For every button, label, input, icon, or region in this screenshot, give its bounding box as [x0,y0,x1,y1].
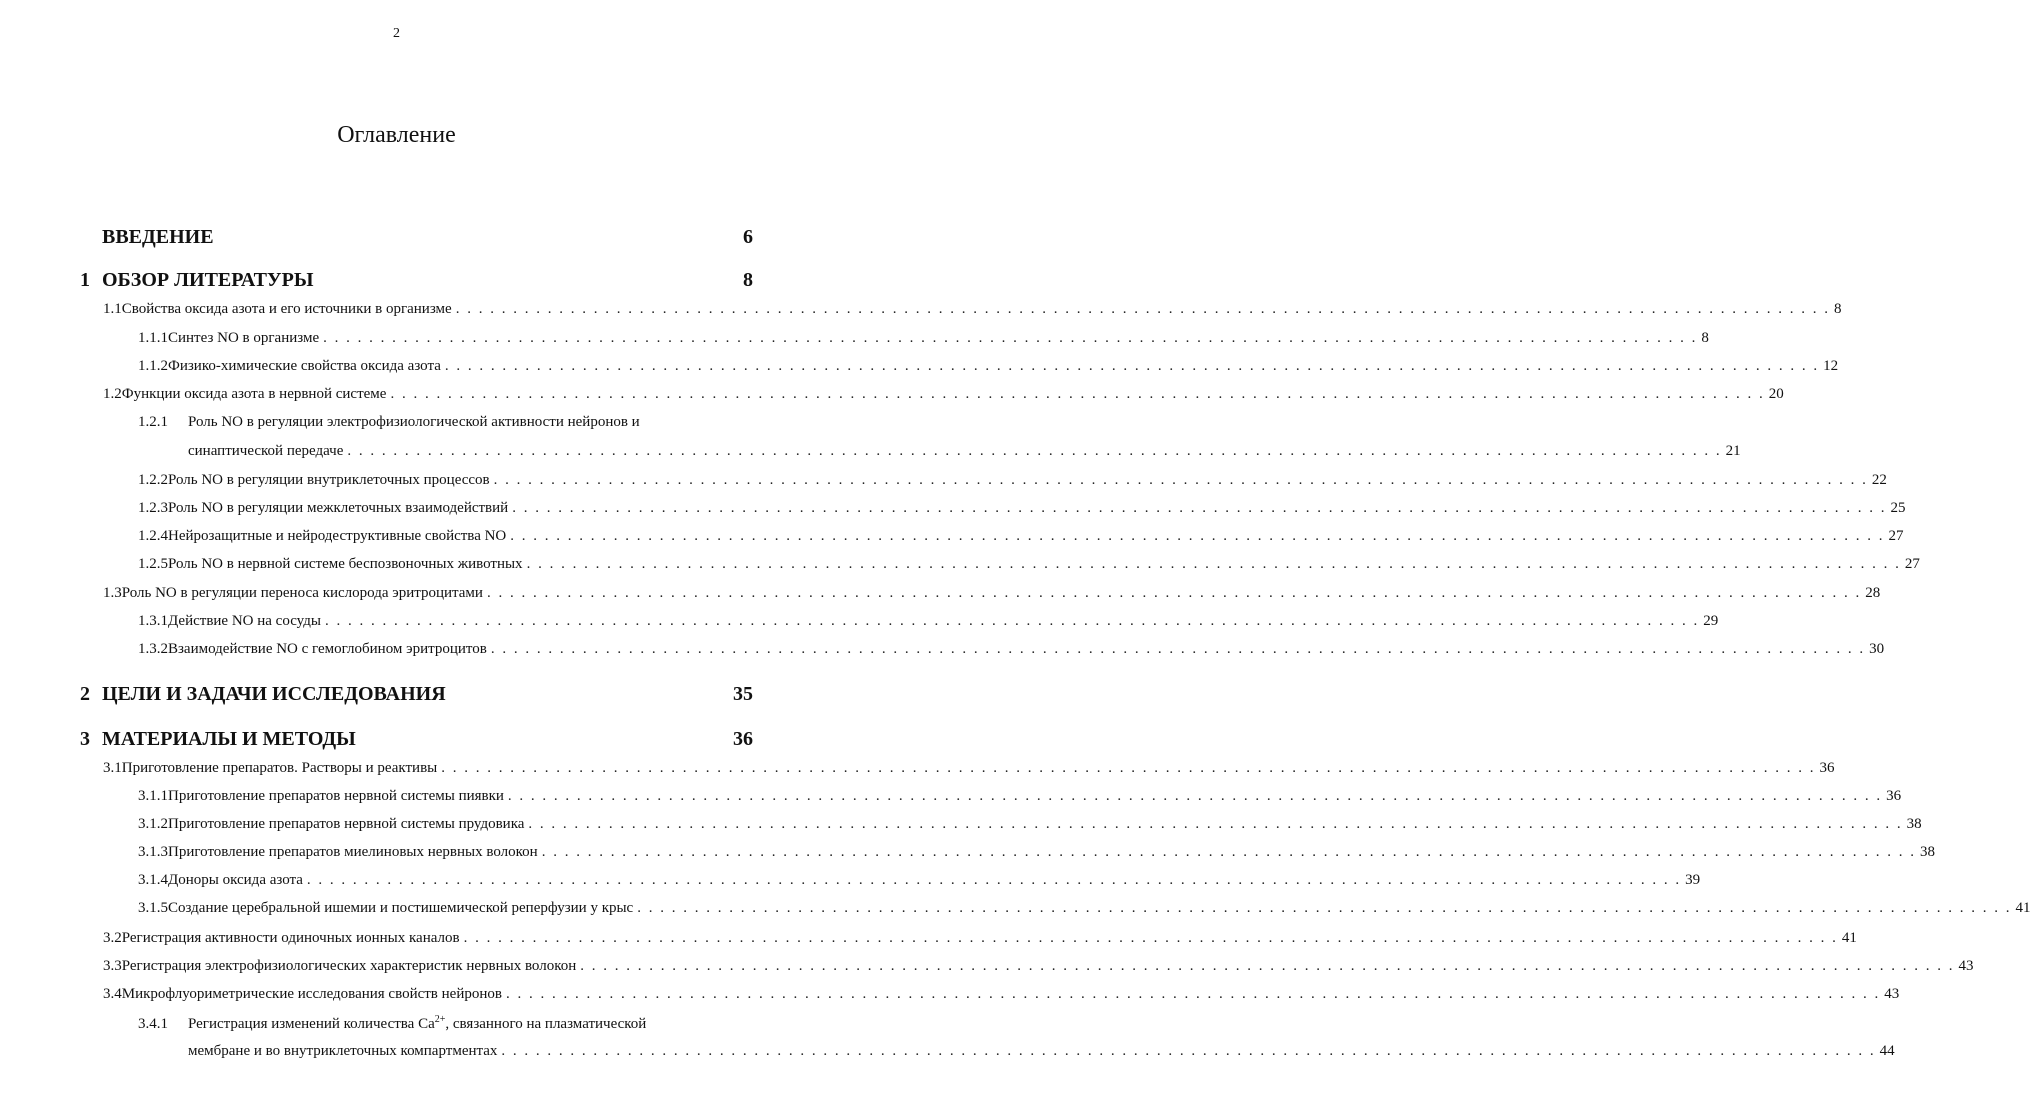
toc-entry-number: 3.1 [103,760,122,776]
toc-entry-subsection[interactable] [138,788,1902,805]
toc-entry-title-continued: синаптической передаче [188,443,344,459]
toc-entry-title: Регистрация электрофизиологических характеристик нервных волокон [121,958,577,974]
toc-entry-page: 39 [1685,872,1701,888]
toc-entry-section[interactable] [103,958,1974,975]
toc-entry-number: 1.1.1 [138,330,168,346]
leader-dots: . . . . . . . . . . . . . . . . . . . . . . . . . . . . . . . . . . . . . . . . . . . . . . . . . . . . . . . . . . . . . . . . . . . . . . . . . . . . . . . . . . . . . . . . . . . . . . . . . . . . . . . . . . . . . . . . . . . . . . . . [526,556,1901,572]
toc-entry-title: Функции оксида азота в нервной системе [121,386,387,402]
toc-entry-title: Физико-химические свойства оксида азота [168,358,441,374]
toc-entry-title-part: Регистрация изменений количества Ca [188,1016,435,1032]
leader-dots: . . . . . . . . . . . . . . . . . . . . . . . . . . . . . . . . . . . . . . . . . . . . . . . . . . . . . . . . . . . . . . . . . . . . . . . . . . . . . . . . . . . . . . . . . . . . . . . . . . . . . . . . . . . . . . . . . . . . . . . . [390,386,1765,402]
toc-entry-title: Роль NO в нервной системе беспозвоночных животных [168,556,523,572]
toc-entry-title: Доноры оксида азота [168,872,303,888]
toc-entry-section[interactable] [103,760,1835,777]
toc-entry-subsection[interactable] [138,414,753,431]
superscript-charge: 2+ [434,1014,446,1025]
leader-dots: . . . . . . . . . . . . . . . . . . . . . . . . . . . . . . . . . . . . . . . . . . . . . . . . . . . . . . . . . . . . . . . . . . . . . . . . . . . . . . . . . . . . . . . . . . . . . . . . . . . . . . . . . . . . . . . . . . . . . . . . [347,443,1722,459]
toc-entry-title: Роль NO в регуляции переноса кислорода эритроцитами [121,585,483,601]
toc-entry-chapter[interactable] [80,728,753,751]
toc-entry-page: 38 [1919,844,1935,860]
toc-entry-page: 41 [1841,930,1857,946]
toc-entry-continuation[interactable] [188,1043,1895,1060]
toc-entry-title: Синтез NO в организме [168,330,320,346]
toc-entry-number: 1.3.1 [138,613,168,629]
toc-entry-subsection[interactable] [138,556,1920,573]
toc-entry-subsection[interactable] [138,872,1701,889]
toc-entry-page: 30 [1869,641,1885,657]
leader-dots: . . . . . . . . . . . . . . . . . . . . . . . . . . . . . . . . . . . . . . . . . . . . . . . . . . . . . . . . . . . . . . . . . . . . . . . . . . . . . . . . . . . . . . . . . . . . . . . . . . . . . . . . . . . . . . . . . . . . . . . . [306,872,1682,888]
toc-entry-title: ОБЗОР ЛИТЕРАТУРЫ [102,269,314,291]
toc-entry-chapter[interactable] [80,226,753,249]
toc-entry-page: 20 [1768,386,1784,402]
toc-entry-page: 25 [1890,500,1906,516]
toc-entry-page: 36 [1819,760,1835,776]
toc-entry-section[interactable] [103,930,1857,947]
toc-entry-page: 12 [1823,358,1839,374]
toc-entry-title: Приготовление препаратов миелиновых нервных волокон [168,844,538,860]
toc-entry-title: Взаимодействие NO с гемоглобином эритроцитов [168,641,487,657]
toc-entry-number: 3.3 [103,958,122,974]
leader-dots: . . . . . . . . . . . . . . . . . . . . . . . . . . . . . . . . . . . . . . . . . . . . . . . . . . . . . . . . . . . . . . . . . . . . . . . . . . . . . . . . . . . . . . . . . . . . . . . . . . . . . . . . . . . . . . . . . . . . . . . . [507,788,1883,804]
toc-entry-page: 22 [1871,472,1887,488]
leader-dots: . . . . . . . . . . . . . . . . . . . . . . . . . . . . . . . . . . . . . . . . . . . . . . . . . . . . . . . . . . . . . . . . . . . . . . . . . . . . . . . . . . . . . . . . . . . . . . . . . . . . . . . . . . . . . . . . . . . . . . . . [486,585,1862,601]
toc-entry-number: 3.4.1 [138,1016,168,1032]
toc-entry-section[interactable] [103,301,1842,318]
toc-entry-title: Микрофлуориметрические исследования свойств нейронов [121,986,502,1002]
toc-entry-title [188,1014,646,1033]
toc-entry-section[interactable] [103,585,1881,602]
toc-entry-title: ЦЕЛИ И ЗАДАЧИ ИССЛЕДОВАНИЯ [102,683,446,705]
leader-dots: . . . . . . . . . . . . . . . . . . . . . . . . . . . . . . . . . . . . . . . . . . . . . . . . . . . . . . . . . . . . . . . . . . . . . . . . . . . . . . . . . . . . . . . . . . . . . . . . . . . . . . . . . . . . . . . . . . . . . . . . [493,472,1868,488]
toc-entry-number: 3.1.4 [138,872,168,888]
toc-entry-number: 1.2.2 [138,472,168,488]
toc-entry-title: ВВЕДЕНИЕ [102,226,214,248]
toc-entry-number: 1.1.2 [138,358,168,374]
toc-entry-subsection[interactable] [138,330,1709,347]
toc-entry-page: 35 [733,683,753,705]
leader-dots: . . . . . . . . . . . . . . . . . . . . . . . . . . . . . . . . . . . . . . . . . . . . . . . . . . . . . . . . . . . . . . . . . . . . . . . . . . . . . . . . . . . . . . . . . . . . . . . . . . . . . . . . . . . . . . . . . . . . . . . . [501,1043,1876,1059]
toc-entry-number: 1.2.4 [138,528,168,544]
toc-entry-continuation[interactable] [188,443,1741,460]
toc-entry-number: 1.2.3 [138,500,168,516]
leader-dots: . . . . . . . . . . . . . . . . . . . . . . . . . . . . . . . . . . . . . . . . . . . . . . . . . . . . . . . . . . . . . . . . . . . . . . . . . . . . . . . . . . . . . . . . . . . . . . . . . . . . . . . . . . . . . . . . . . . . . . . . [580,958,1955,974]
toc-entry-title: Нейрозащитные и нейродеструктивные свойства NO [168,528,507,544]
leader-dots: . . . . . . . . . . . . . . . . . . . . . . . . . . . . . . . . . . . . . . . . . . . . . . . . . . . . . . . . . . . . . . . . . . . . . . . . . . . . . . . . . . . . . . . . . . . . . . . . . . . . . . . . . . . . . . . . . . . . . . . . [324,613,1700,629]
toc-entry-page: 8 [743,269,753,291]
toc-title: Оглавление [337,122,456,148]
toc-entry-subsection[interactable] [138,641,1885,658]
leader-dots: . . . . . . . . . . . . . . . . . . . . . . . . . . . . . . . . . . . . . . . . . . . . . . . . . . . . . . . . . . . . . . . . . . . . . . . . . . . . . . . . . . . . . . . . . . . . . . . . . . . . . . . . . . . . . . . . . . . . . . . . [441,760,1816,776]
toc-entry-chapter[interactable] [80,683,753,706]
leader-dots: . . . . . . . . . . . . . . . . . . . . . . . . . . . . . . . . . . . . . . . . . . . . . . . . . . . . . . . . . . . . . . . . . . . . . . . . . . . . . . . . . . . . . . . . . . . . . . . . . . . . . . . . . . . . . . . . . . . . . . . . [444,358,1820,374]
toc-entry-page: 38 [1906,816,1922,832]
leader-dots: . . . . . . . . . . . . . . . . . . . . . . . . . . . . . . . . . . . . . . . . . . . . . . . . . . . . . . . . . . . . . . . . . . . . . . . . . . . . . . . . . . . . . . . . . . . . . . . . . . . . . . . . . . . . . . . . . . . . . . . . [637,900,2012,916]
toc-entry-title: Роль NO в регуляции внутриклеточных процессов [168,472,490,488]
toc-entry-subsection[interactable] [138,1014,753,1033]
toc-entry-number: 1.1 [103,301,122,317]
toc-entry-number: 3.1.1 [138,788,168,804]
toc-entry-number: 1.2 [103,386,122,402]
leader-dots: . . . . . . . . . . . . . . . . . . . . . . . . . . . . . . . . . . . . . . . . . . . . . . . . . . . . . . . . . . . . . . . . . . . . . . . . . . . . . . . . . . . . . . . . . . . . . . . . . . . . . . . . . . . . . . . . . . . . . . . . [463,930,1838,946]
toc-entry-number: 3.1.3 [138,844,168,860]
toc-entry-subsection[interactable] [138,900,2030,917]
toc-entry-number: 1 [80,269,90,291]
toc-entry-page: 8 [1833,301,1842,317]
toc-entry-page: 44 [1879,1043,1895,1059]
toc-entry-number: 3.1.2 [138,816,168,832]
toc-entry-title: Приготовление препаратов. Растворы и реактивы [121,760,438,776]
toc-entry-title: Создание церебральной ишемии и постишемической реперфузии у крыс [168,900,634,916]
toc-entry-page: 8 [1701,330,1709,346]
toc-entry-page: 36 [733,728,753,750]
leader-dots: . . . . . . . . . . . . . . . . . . . . . . . . . . . . . . . . . . . . . . . . . . . . . . . . . . . . . . . . . . . . . . . . . . . . . . . . . . . . . . . . . . . . . . . . . . . . . . . . . . . . . . . . . . . . . . . . . . . . . . . . [455,301,1830,317]
toc-entry-title: Свойства оксида азота и его источники в организме [121,301,452,317]
toc-entry-page: 27 [1904,556,1920,572]
toc-entry-title: Регистрация активности одиночных ионных каналов [121,930,460,946]
toc-entry-number: 1.2.1 [138,414,168,430]
toc-entry-title: Действие NO на сосуды [168,613,321,629]
toc-entry-section[interactable] [103,986,1900,1003]
leader-dots: . . . . . . . . . . . . . . . . . . . . . . . . . . . . . . . . . . . . . . . . . . . . . . . . . . . . . . . . . . . . . . . . . . . . . . . . . . . . . . . . . . . . . . . . . . . . . . . . . . . . . . . . . . . . . . . . . . . . . . . . [510,528,1885,544]
toc-entry-subsection[interactable] [138,528,1904,545]
toc-entry-page: 28 [1865,585,1881,601]
toc-entry-subsection[interactable] [138,816,1922,833]
toc-entry-number: 3.4 [103,986,122,1002]
toc-entry-title: Роль NO в регуляции электрофизиологической активности нейронов и [188,414,640,430]
leader-dots: . . . . . . . . . . . . . . . . . . . . . . . . . . . . . . . . . . . . . . . . . . . . . . . . . . . . . . . . . . . . . . . . . . . . . . . . . . . . . . . . . . . . . . . . . . . . . . . . . . . . . . . . . . . . . . . . . . . . . . . . [323,330,1698,346]
toc-entry-number: 3.2 [103,930,122,946]
toc-entry-subsection[interactable] [138,500,1906,517]
toc-entry-number: 3.1.5 [138,900,168,916]
page-number: 2 [393,26,400,41]
toc-entry-subsection[interactable] [138,613,1719,630]
leader-dots: . . . . . . . . . . . . . . . . . . . . . . . . . . . . . . . . . . . . . . . . . . . . . . . . . . . . . . . . . . . . . . . . . . . . . . . . . . . . . . . . . . . . . . . . . . . . . . . . . . . . . . . . . . . . . . . . . . . . . . . . [512,500,1887,516]
toc-entry-title: Роль NO в регуляции межклеточных взаимодействий [168,500,509,516]
toc-entry-section[interactable] [103,386,1784,403]
toc-entry-subsection[interactable] [138,358,1839,375]
leader-dots: . . . . . . . . . . . . . . . . . . . . . . . . . . . . . . . . . . . . . . . . . . . . . . . . . . . . . . . . . . . . . . . . . . . . . . . . . . . . . . . . . . . . . . . . . . . . . . . . . . . . . . . . . . . . . . . . . . . . . . . . [541,844,1916,860]
toc-entry-title: Приготовление препаратов нервной системы прудовика [168,816,525,832]
toc-entry-page: 36 [1886,788,1902,804]
toc-entry-page: 43 [1958,958,1974,974]
toc-entry-number: 1.3.2 [138,641,168,657]
toc-entry-subsection[interactable] [138,844,1935,861]
toc-entry-page: 6 [743,226,753,248]
toc-entry-page: 27 [1888,528,1904,544]
toc-entry-number: 3 [80,728,90,750]
toc-entry-page: 29 [1703,613,1719,629]
leader-dots: . . . . . . . . . . . . . . . . . . . . . . . . . . . . . . . . . . . . . . . . . . . . . . . . . . . . . . . . . . . . . . . . . . . . . . . . . . . . . . . . . . . . . . . . . . . . . . . . . . . . . . . . . . . . . . . . . . . . . . . . [505,986,1881,1002]
toc-entry-number: 1.3 [103,585,122,601]
toc-entry-page: 21 [1725,443,1741,459]
toc-entry-title: Приготовление препаратов нервной системы пиявки [168,788,504,804]
toc-entry-subsection[interactable] [138,472,1887,489]
toc-entry-number: 2 [80,683,90,705]
toc-entry-number: 1.2.5 [138,556,168,572]
toc-entry-title-part: , связанного на плазматической [445,1016,647,1032]
toc-entry-title-continued: мембране и во внутриклеточных компартментах [188,1043,498,1059]
toc-entry-title: МАТЕРИАЛЫ И МЕТОДЫ [102,728,356,750]
leader-dots: . . . . . . . . . . . . . . . . . . . . . . . . . . . . . . . . . . . . . . . . . . . . . . . . . . . . . . . . . . . . . . . . . . . . . . . . . . . . . . . . . . . . . . . . . . . . . . . . . . . . . . . . . . . . . . . . . . . . . . . . [528,816,1903,832]
toc-entry-page: 41 [2015,900,2030,916]
toc-entry-chapter[interactable] [80,269,753,292]
toc-entry-page: 43 [1884,986,1900,1002]
leader-dots: . . . . . . . . . . . . . . . . . . . . . . . . . . . . . . . . . . . . . . . . . . . . . . . . . . . . . . . . . . . . . . . . . . . . . . . . . . . . . . . . . . . . . . . . . . . . . . . . . . . . . . . . . . . . . . . . . . . . . . . . [490,641,1866,657]
